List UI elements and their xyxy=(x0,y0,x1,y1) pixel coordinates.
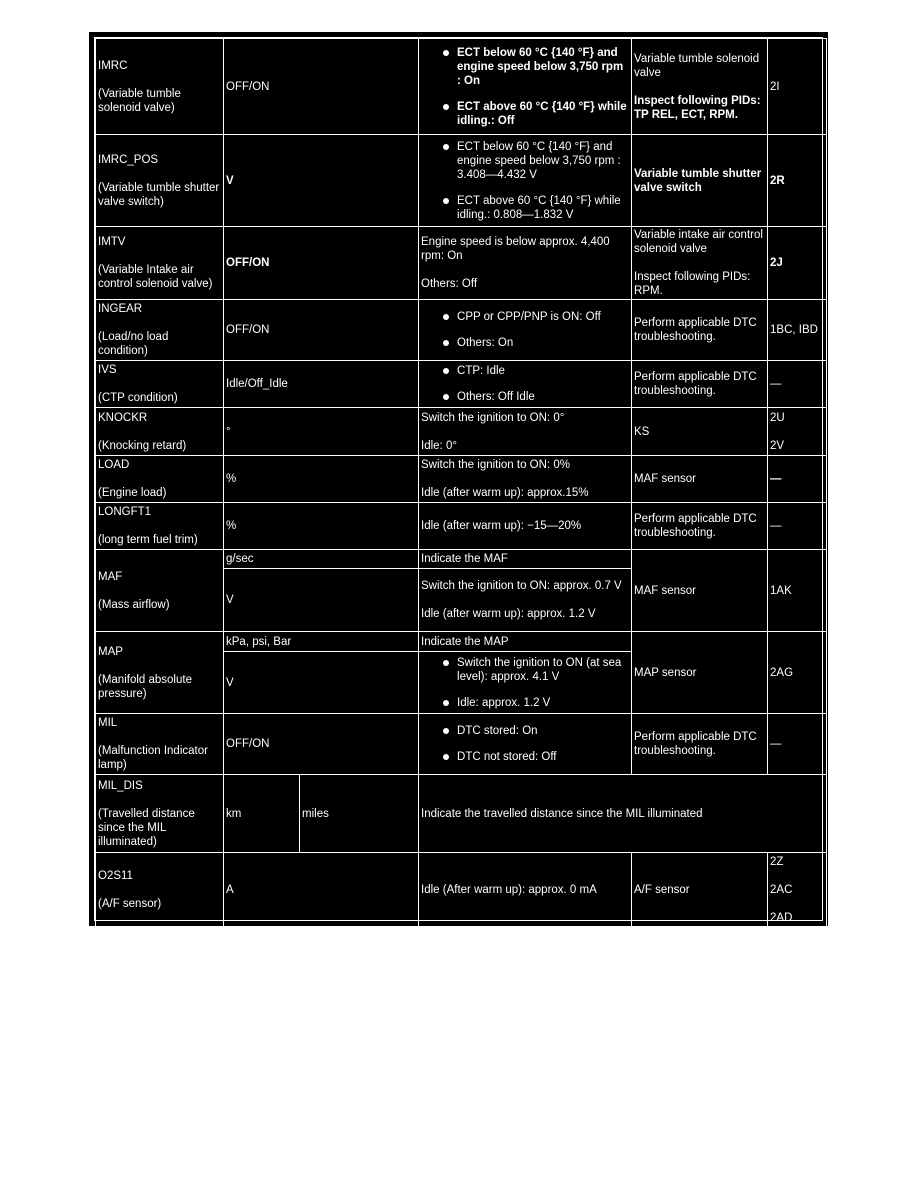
pid-name: IMRC xyxy=(98,59,128,72)
pid-name: IVS xyxy=(98,364,117,376)
terminal-cell: — xyxy=(768,361,827,408)
table-row xyxy=(96,550,827,569)
condition-text: Switch the ignition to ON: 0% xyxy=(421,459,570,471)
action-cell xyxy=(632,39,768,135)
pid-desc: (Knocking retard) xyxy=(98,439,187,452)
action-cell: Perform applicable DTC troubleshooting. xyxy=(632,714,768,775)
table-row xyxy=(96,632,827,652)
pid-cell xyxy=(96,408,224,456)
condition-item: DTC stored: On xyxy=(421,724,629,738)
pid-cell xyxy=(96,39,224,135)
terminal-cell xyxy=(768,408,827,456)
action-cell: A/F sensor xyxy=(632,853,768,927)
action-text: Variable tumble solenoid valve xyxy=(634,52,760,79)
unit-cell: ° xyxy=(224,408,419,456)
condition-cell: Indicate the MAP xyxy=(419,632,632,652)
terminal-cell: 2R xyxy=(768,135,827,227)
action-cell: MAF sensor xyxy=(632,456,768,503)
table-row xyxy=(96,227,827,300)
condition-item: Idle: approx. 1.2 V xyxy=(421,696,629,710)
table-row xyxy=(96,300,827,361)
action-cell: Perform applicable DTC troubleshooting. xyxy=(632,300,768,361)
condition-cell xyxy=(419,408,632,456)
action-cell: MAF sensor xyxy=(632,550,768,632)
terminal-cell: 1AK xyxy=(768,550,827,632)
condition-cell xyxy=(419,39,632,135)
terminal-text: 2U xyxy=(770,411,785,424)
unit-cell: g/sec xyxy=(224,550,419,569)
pid-name: IMRC_POS xyxy=(98,153,159,166)
pid-table xyxy=(95,38,827,927)
condition-item: Others: Off Idle xyxy=(421,390,629,404)
pid-cell xyxy=(96,632,224,714)
unit-cell: OFF/ON xyxy=(224,714,419,775)
condition-cell xyxy=(419,652,632,714)
condition-cell: Idle (after warm up): −15—20% xyxy=(419,503,632,550)
terminal-cell: 2AG xyxy=(768,632,827,714)
condition-item: CPP or CPP/PNP is ON: Off xyxy=(421,310,629,324)
condition-item: DTC not stored: Off xyxy=(421,750,629,764)
pid-cell xyxy=(96,456,224,503)
condition-cell xyxy=(419,456,632,503)
unit-cell: % xyxy=(224,503,419,550)
unit-cell: V xyxy=(224,135,419,227)
terminal-cell: — xyxy=(768,456,827,503)
pid-name: LOAD xyxy=(98,459,130,471)
condition-item: ECT below 60 °C {140 °F} and engine speed below 3,750 rpm : On xyxy=(421,46,629,88)
pid-name: KNOCKR xyxy=(98,411,148,424)
terminal-cell: 1BC, IBD xyxy=(768,300,827,361)
pid-name: MAP xyxy=(98,645,123,658)
terminal-cell: — xyxy=(768,503,827,550)
action-cell: Perform applicable DTC troubleshooting. xyxy=(632,361,768,408)
unit-cell: V xyxy=(224,652,419,714)
document-inner-border xyxy=(94,37,823,924)
action-cell xyxy=(632,227,768,300)
condition-cell xyxy=(419,714,632,775)
terminal-cell: 2J xyxy=(768,227,827,300)
action-cell: Variable tumble shutter valve switch xyxy=(632,135,768,227)
action-text: Inspect following PIDs: TP REL, ECT, RPM. xyxy=(634,94,761,121)
condition-cell: Idle (After warm up): approx. 0 mA xyxy=(419,853,632,927)
unit-cell: Idle/Off_Idle xyxy=(224,361,419,408)
pid-name: MAF xyxy=(98,570,123,583)
pid-desc: (Manifold absolute pressure) xyxy=(98,673,192,700)
condition-cell xyxy=(419,300,632,361)
terminal-cell xyxy=(768,853,827,927)
pid-cell xyxy=(96,550,224,632)
pid-name: MIL_DIS xyxy=(98,779,143,792)
document-frame xyxy=(89,32,828,926)
action-text: Variable intake air control solenoid valve xyxy=(634,229,763,255)
unit-cell: OFF/ON xyxy=(224,39,419,135)
pid-cell xyxy=(96,503,224,550)
table-row xyxy=(96,135,827,227)
pid-desc: (Variable Intake air control solenoid valve) xyxy=(98,264,213,290)
pid-cell xyxy=(96,775,224,853)
table-row xyxy=(96,39,827,135)
terminal-cell: — xyxy=(768,714,827,775)
terminal-text: 2AD xyxy=(770,911,793,924)
condition-text: Idle (after warm up): approx.15% xyxy=(421,487,589,499)
pid-desc: (CTP condition) xyxy=(98,392,178,404)
pid-cell xyxy=(96,714,224,775)
condition-item: ECT below 60 °C {140 °F} and engine speed below 3,750 rpm : 3.408—4.432 V xyxy=(421,140,629,182)
pid-desc: (long term fuel trim) xyxy=(98,534,198,546)
unit-cell: km xyxy=(224,775,300,853)
table-row xyxy=(96,714,827,775)
table-row xyxy=(96,361,827,408)
action-text: Inspect following PIDs: RPM. xyxy=(634,271,751,297)
pid-cell xyxy=(96,853,224,927)
table-row xyxy=(96,408,827,456)
condition-item: Others: On xyxy=(421,336,629,350)
condition-cell xyxy=(419,361,632,408)
action-cell: KS xyxy=(632,408,768,456)
terminal-text: 2AC xyxy=(770,883,793,896)
condition-cell: Indicate the travelled distance since the MIL illuminated xyxy=(419,775,827,853)
unit-cell: A xyxy=(224,853,419,927)
unit-cell: miles xyxy=(300,775,419,853)
condition-cell: Indicate the MAF xyxy=(419,550,632,569)
table-row xyxy=(96,503,827,550)
unit-cell: OFF/ON xyxy=(224,227,419,300)
unit-cell: % xyxy=(224,456,419,503)
pid-desc: (Variable tumble solenoid valve) xyxy=(98,87,181,114)
condition-cell xyxy=(419,569,632,632)
pid-desc: (Variable tumble shutter valve switch) xyxy=(98,181,220,208)
table-row xyxy=(96,853,827,927)
condition-text: Others: Off xyxy=(421,278,478,290)
condition-item: ECT above 60 °C {140 °F} while idling.: Off xyxy=(421,100,629,128)
condition-cell xyxy=(419,227,632,300)
condition-text: Switch the ignition to ON: 0° xyxy=(421,411,565,424)
condition-text: Engine speed is below approx. 4,400 rpm: On xyxy=(421,236,610,262)
pid-name: O2S11 xyxy=(98,869,133,882)
pid-desc: (Malfunction Indicator lamp) xyxy=(98,745,208,771)
pid-desc: (Mass airflow) xyxy=(98,598,170,611)
table-row xyxy=(96,456,827,503)
unit-cell: V xyxy=(224,569,419,632)
condition-item: CTP: Idle xyxy=(421,364,629,378)
pid-desc: (Engine load) xyxy=(98,487,167,499)
pid-cell xyxy=(96,300,224,361)
condition-item: Switch the ignition to ON (at sea level): approx. 4.1 V xyxy=(421,656,629,684)
pid-desc: (Load/no load condition) xyxy=(98,331,169,357)
terminal-text: 2Z xyxy=(770,855,784,868)
action-cell: Perform applicable DTC troubleshooting. xyxy=(632,503,768,550)
condition-text: Switch the ignition to ON: approx. 0.7 V xyxy=(421,580,622,592)
unit-cell: OFF/ON xyxy=(224,300,419,361)
terminal-cell: 2I xyxy=(768,39,827,135)
unit-cell: kPa, psi, Bar xyxy=(224,632,419,652)
action-cell: MAP sensor xyxy=(632,632,768,714)
pid-cell xyxy=(96,361,224,408)
condition-cell xyxy=(419,135,632,227)
table-row xyxy=(96,775,827,853)
pid-name: LONGFT1 xyxy=(98,506,152,518)
terminal-text: 2V xyxy=(770,439,785,452)
pid-cell xyxy=(96,135,224,227)
condition-item: ECT above 60 °C {140 °F} while idling.: 0.808—1.832 V xyxy=(421,194,629,222)
pid-name: INGEAR xyxy=(98,303,143,315)
pid-desc: (A/F sensor) xyxy=(98,897,162,910)
condition-text: Idle (after warm up): approx. 1.2 V xyxy=(421,608,596,620)
pid-name: MIL xyxy=(98,717,118,729)
pid-name: IMTV xyxy=(98,236,126,248)
condition-text: Idle: 0° xyxy=(421,439,457,452)
pid-desc: (Travelled distance since the MIL illuminated) xyxy=(98,807,195,848)
pid-cell xyxy=(96,227,224,300)
